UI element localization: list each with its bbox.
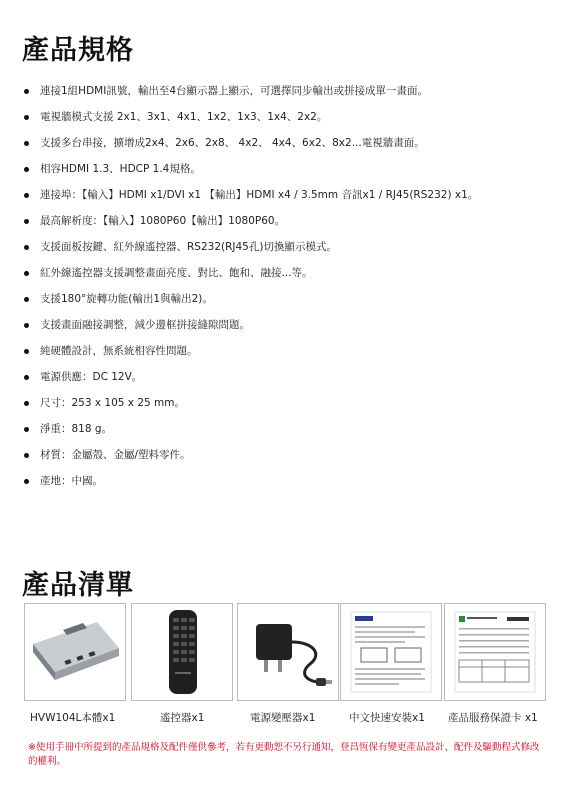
spec-text: 電源供應：DC 12V。 [40, 371, 143, 383]
package-item-quick-guide [340, 603, 442, 701]
spec-text: 電視牆模式支援 2x1、3x1、4x1、1x2、1x3、1x4、2x2。 [40, 111, 328, 123]
spec-text: 支援面板按鍵、紅外線遙控器、RS232(RJ45孔)切換顯示模式。 [40, 241, 337, 253]
bullet-icon [24, 453, 29, 458]
package-item-device [24, 603, 126, 701]
bullet-icon [24, 271, 29, 276]
package-item-power-adapter [237, 603, 339, 701]
bullet-icon [24, 115, 29, 120]
bullet-icon [24, 219, 29, 224]
spec-item [0, 468, 570, 494]
bullet-icon [24, 193, 29, 198]
package-item-label: 產品服務保證卡 x1 [448, 712, 538, 724]
spec-text: 淨重：818 g。 [40, 423, 113, 435]
package-contents [24, 603, 544, 703]
package-item-label: 電源變壓器x1 [250, 712, 316, 724]
spec-item [0, 364, 570, 390]
bullet-icon [24, 323, 29, 328]
spec-text: 紅外線遙控器支援調整畫面亮度、對比、飽和、融接...等。 [40, 267, 313, 279]
spec-text: 支援畫面融接調整，減少邊框拼接縫隙問題。 [40, 319, 250, 331]
specs-list [0, 78, 570, 494]
package-item-label: 遙控器x1 [160, 712, 205, 724]
spec-item [0, 208, 570, 234]
warranty-card-icon [445, 604, 545, 700]
spec-item [0, 286, 570, 312]
spec-text: 支援180°旋轉功能(輸出1與輸出2)。 [40, 293, 213, 305]
spec-item [0, 442, 570, 468]
package-item-label: HVW104L本體x1 [30, 712, 116, 724]
bullet-icon [24, 375, 29, 380]
spec-text: 連接埠：【輸入】HDMI x1/DVI x1 【輸出】HDMI x4 / 3.5mm 音訊x1 / RJ45(RS232) x1。 [40, 189, 479, 201]
power-adapter-icon [238, 604, 338, 700]
bullet-icon [24, 245, 29, 250]
specs-heading: 產品規格 [22, 35, 134, 66]
spec-text: 尺寸：253 x 105 x 25 mm。 [40, 397, 186, 409]
spec-item [0, 130, 570, 156]
package-item-label: 中文快速安裝x1 [349, 712, 425, 724]
spec-item [0, 78, 570, 104]
remote-control-icon [132, 604, 232, 700]
bullet-icon [24, 349, 29, 354]
spec-text: 支援多台串接，擴增成2x4、2x6、2x8、 4x2、 4x4、6x2、8x2...電視牆畫面。 [40, 137, 425, 149]
spec-text: 相容HDMI 1.3、HDCP 1.4規格。 [40, 163, 201, 175]
spec-item [0, 156, 570, 182]
bullet-icon [24, 89, 29, 94]
package-item-remote [131, 603, 233, 701]
spec-text: 最高解析度：【輸入】1080P60【輸出】1080P60。 [40, 215, 286, 227]
spec-item [0, 260, 570, 286]
spec-item [0, 312, 570, 338]
bullet-icon [24, 167, 29, 172]
package-item-warranty-card [444, 603, 546, 701]
spec-item [0, 234, 570, 260]
spec-item [0, 416, 570, 442]
bullet-icon [24, 141, 29, 146]
spec-item [0, 390, 570, 416]
quick-install-guide-icon [341, 604, 441, 700]
bullet-icon [24, 297, 29, 302]
spec-text: 產地：中國。 [40, 475, 103, 487]
bullet-icon [24, 427, 29, 432]
package-heading: 產品清單 [22, 570, 134, 601]
video-wall-controller-device-icon [25, 604, 125, 700]
bullet-icon [24, 401, 29, 406]
spec-text: 材質：金屬殼、金屬/塑料零件。 [40, 449, 191, 461]
spec-item [0, 182, 570, 208]
disclaimer-note: ※使用手冊中所提到的產品規格及配件僅供參考，若有更動恕不另行通知，登昌恆保有變更產品設計、配件及驅動程式修改的權利。 [28, 742, 540, 767]
spec-item [0, 338, 570, 364]
bullet-icon [24, 479, 29, 484]
spec-text: 純硬體設計，無系統相容性問題。 [40, 345, 198, 357]
spec-text: 連接1組HDMI訊號，輸出至4台顯示器上顯示，可選擇同步輸出或拼接成單一畫面。 [40, 85, 428, 97]
spec-item [0, 104, 570, 130]
